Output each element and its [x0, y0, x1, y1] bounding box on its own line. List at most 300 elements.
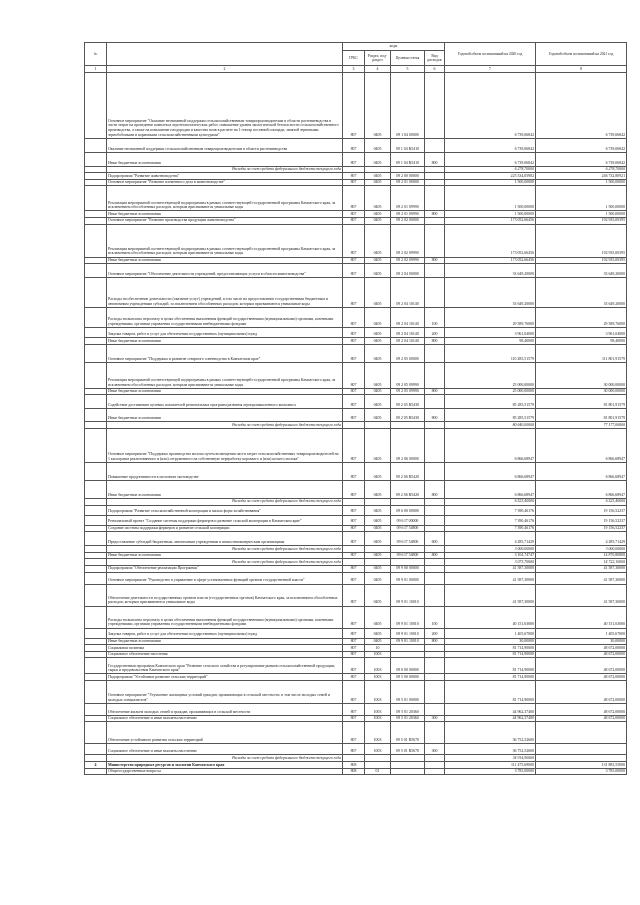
grbs-code: 807: [343, 211, 365, 218]
expense-kind-code: [425, 546, 445, 553]
row-name: Основное мероприятие "Руководство и управление в сфере установленных функций органов государственной власти": [107, 572, 343, 584]
grbs-code: [343, 166, 365, 173]
row-number: [85, 173, 107, 180]
section-code: 0405: [365, 344, 391, 362]
target-article-code: 09 9 00 00000: [391, 565, 425, 572]
row-name: Подпрограмма "Обеспечение реализации Программы": [107, 565, 343, 572]
section-code: 0405: [365, 565, 391, 572]
grbs-code: 807: [343, 480, 365, 498]
federal-budget-note-row: [85, 166, 627, 173]
expense-kind-code: [425, 651, 445, 658]
target-article-code: [391, 166, 425, 173]
budget-row: [85, 768, 627, 775]
grbs-code: 807: [343, 344, 365, 362]
row-name: Социальное обеспечение и иные выплаты населению: [107, 715, 343, 722]
row-number: [85, 138, 107, 152]
amount-2020: 3 785,00000: [445, 768, 536, 775]
budget-row: [85, 606, 627, 628]
amount-2020: 81 714,90000: [445, 651, 536, 658]
section-code: 0405: [365, 572, 391, 584]
grbs-code: 807: [343, 606, 365, 628]
target-article-code: 09 9 01 10010: [391, 638, 425, 645]
amount-2020: 6 866,68947: [445, 428, 536, 462]
target-article-code: [391, 645, 425, 652]
amount-2021: 192 935,00395: [536, 217, 627, 224]
amount-2021: 131 883,55000: [536, 762, 627, 769]
section-code: 0405: [365, 308, 391, 328]
grbs-code: 807: [343, 72, 365, 138]
section-code: 0405: [365, 138, 391, 152]
section-code: 0405: [365, 505, 391, 515]
section-code: 1003: [365, 703, 391, 715]
amount-2020: 111 475,69000: [445, 762, 536, 769]
grbs-code: [343, 559, 365, 566]
amount-2020: 25 000,00000: [445, 388, 536, 395]
row-name: Иные бюджетные ассигнования: [107, 480, 343, 498]
grbs-code: 807: [343, 388, 365, 395]
section-code: 0405: [365, 638, 391, 645]
section-code: 0405: [365, 428, 391, 462]
amount-2021: 6 739,06842: [536, 138, 627, 152]
row-name: Расходы за счет средств федерального бюджета текущего года: [107, 546, 343, 553]
row-name: Иные бюджетные ассигнования: [107, 257, 343, 264]
section-code: 0405: [365, 186, 391, 211]
row-number: [85, 179, 107, 186]
row-number: [85, 744, 107, 755]
expense-kind-code: [425, 680, 445, 703]
target-article-code: [391, 559, 425, 566]
section-code: [365, 166, 391, 173]
target-article-code: 09 2 02 09990: [391, 224, 425, 257]
row-name: Подпрограмма "Развитие животноводства": [107, 173, 343, 180]
amount-2020: 30,00000: [445, 638, 536, 645]
row-number: [85, 362, 107, 388]
target-article-code: 09 2 05 00000: [391, 344, 425, 362]
row-name: Иные бюджетные ассигнования: [107, 638, 343, 645]
row-name: Основное мероприятие "Развитие племенного дела в животноводстве": [107, 179, 343, 186]
budget-row: [85, 328, 627, 338]
header-codes: коды: [343, 43, 445, 51]
target-article-code: 09 2 05 09990: [391, 362, 425, 388]
row-name: Расходы на выплаты персоналу в целях обеспечения выполнения функций государственными (муниципальными) органами, казенными учреждениями, органами управления государственными внебюджетными фондами: [107, 308, 343, 328]
grbs-code: 807: [343, 572, 365, 584]
amount-2020: 36 752,52600: [445, 744, 536, 755]
expense-kind-code: 800: [425, 480, 445, 498]
section-code: 0405: [365, 72, 391, 138]
target-article-code: 09 5 01 R5670: [391, 722, 425, 744]
row-number: [85, 680, 107, 703]
federal-budget-note-row: [85, 546, 627, 553]
section-code: 0405: [365, 152, 391, 166]
target-article-code: 09 6 I7 54800: [391, 525, 425, 532]
expense-kind-code: [425, 515, 445, 525]
row-number: [85, 480, 107, 498]
expense-kind-code: [425, 462, 445, 480]
expense-kind-code: 800: [425, 552, 445, 559]
row-number: [85, 217, 107, 224]
amount-2020: 4 285,71429: [445, 532, 536, 546]
amount-2021: 1 500,00000: [536, 186, 627, 211]
expense-kind-code: [425, 498, 445, 505]
target-article-code: 09 9 01 10010: [391, 606, 425, 628]
grbs-code: 807: [343, 565, 365, 572]
expense-kind-code: [425, 768, 445, 775]
target-article-code: 09 2 02 09990: [391, 257, 425, 264]
row-name: Министерство природных ресурсов и экологии Камчатского края: [107, 762, 343, 769]
row-number: [85, 505, 107, 515]
section-code: 0405: [365, 179, 391, 186]
amount-2021: 1 500,00000: [536, 211, 627, 218]
budget-row: [85, 762, 627, 769]
row-number: [85, 498, 107, 505]
row-number: [85, 395, 107, 409]
amount-2021: 19 156,52237: [536, 515, 627, 525]
section-code: [365, 559, 391, 566]
expense-kind-code: 800: [425, 152, 445, 166]
amount-2020: 1 500,00000: [445, 179, 536, 186]
grbs-code: 807: [343, 152, 365, 166]
header-year-2021: Годовой объем ассигнований на 2021 год: [536, 43, 627, 66]
grbs-code: 807: [343, 715, 365, 722]
budget-row: [85, 584, 627, 606]
amount-2021: 77 177,00000: [536, 422, 627, 429]
row-number: [85, 584, 107, 606]
amount-2021: 6 739,06842: [536, 152, 627, 166]
target-article-code: 09 2 01 00000: [391, 179, 425, 186]
amount-2021: 14 722,10000: [536, 559, 627, 566]
target-article-code: 09 9 01 10010: [391, 584, 425, 606]
row-number: [85, 658, 107, 674]
row-number: [85, 755, 107, 762]
amount-2020: 98,40000: [445, 338, 536, 345]
section-code: 0405: [365, 278, 391, 308]
row-number: [85, 572, 107, 584]
expense-kind-code: 800: [425, 638, 445, 645]
expense-kind-code: [425, 186, 445, 211]
section-code: 0405: [365, 328, 391, 338]
grbs-code: 807: [343, 645, 365, 652]
section-code: 0405: [365, 584, 391, 606]
expense-kind-code: [425, 584, 445, 606]
row-number: [85, 722, 107, 744]
amount-2020: 6 739,06842: [445, 72, 536, 138]
row-number: [85, 645, 107, 652]
amount-2021: 4 285,71429: [536, 532, 627, 546]
amount-2021: 19 156,52237: [536, 525, 627, 532]
amount-2020: 85 285,51579: [445, 409, 536, 422]
row-number: [85, 422, 107, 429]
row-name: Иные бюджетные ассигнования: [107, 211, 343, 218]
grbs-code: 807: [343, 257, 365, 264]
budget-row: [85, 715, 627, 722]
expense-kind-code: [425, 72, 445, 138]
row-number: [85, 525, 107, 532]
amount-2020: 7 390,46176: [445, 515, 536, 525]
budget-row: [85, 645, 627, 652]
amount-2021: [536, 755, 627, 762]
grbs-code: 807: [343, 515, 365, 525]
amount-2020: 40 151,63000: [445, 606, 536, 628]
row-name: Социальное обеспечение населения: [107, 651, 343, 658]
row-name: Расходы за счет средств федерального бюджета текущего года: [107, 166, 343, 173]
section-code: [365, 762, 391, 769]
target-article-code: [391, 755, 425, 762]
row-number: [85, 552, 107, 559]
grbs-code: [343, 498, 365, 505]
row-number: [85, 186, 107, 211]
amount-2021: 30 000,00000: [536, 362, 627, 388]
amount-2020: 41 587,30000: [445, 584, 536, 606]
expense-kind-code: [425, 224, 445, 257]
row-number: [85, 715, 107, 722]
row-name: Расходы за счет средств федерального бюджета текущего года: [107, 422, 343, 429]
amount-2020: 1 500,00000: [445, 186, 536, 211]
expense-kind-code: [425, 166, 445, 173]
amount-2020: 33 649,20000: [445, 264, 536, 278]
budget-row: [85, 186, 627, 211]
section-code: 0405: [365, 480, 391, 498]
expense-kind-code: [425, 722, 445, 744]
section-code: 10: [365, 645, 391, 652]
expense-kind-code: [425, 658, 445, 674]
budget-row: [85, 462, 627, 480]
row-name: Обеспечение устойчивого развития сельских территорий: [107, 722, 343, 744]
row-name: Иные бюджетные ассигнования: [107, 552, 343, 559]
amount-2020: 7 390,46176: [445, 525, 536, 532]
amount-2021: [536, 722, 627, 744]
colnum: 6: [425, 66, 445, 73]
federal-budget-note-row: [85, 422, 627, 429]
grbs-code: [343, 422, 365, 429]
amount-2020: 6 866,68947: [445, 462, 536, 480]
budget-row: [85, 179, 627, 186]
budget-row: [85, 395, 627, 409]
row-name: Основное мероприятие "Поддержка и развитие северного оленеводства в Камчатском крае": [107, 344, 343, 362]
amount-2021: 48 672,00000: [536, 651, 627, 658]
row-number: [85, 515, 107, 525]
section-code: 0405: [365, 217, 391, 224]
budget-row: [85, 138, 627, 152]
row-name: Расходы за счет средств федерального бюджета текущего года: [107, 559, 343, 566]
expense-kind-code: [425, 395, 445, 409]
amount-2021: 48 672,00000: [536, 703, 627, 715]
amount-2021: 41 587,30000: [536, 572, 627, 584]
amount-2021: 81 801,91579: [536, 409, 627, 422]
target-article-code: 09 2 05 R5430: [391, 409, 425, 422]
section-code: 0405: [365, 388, 391, 395]
section-code: 0405: [365, 525, 391, 532]
section-code: 0405: [365, 257, 391, 264]
header-grbs: ГРБС: [343, 51, 365, 66]
amount-2020: 36 752,52600: [445, 722, 536, 744]
budget-row: [85, 658, 627, 674]
amount-2021: 19 156,52237: [536, 505, 627, 515]
row-name: Создание системы поддержки фермеров и развитие сельской кооперации: [107, 525, 343, 532]
row-number: [85, 428, 107, 462]
federal-budget-note-row: [85, 559, 627, 566]
amount-2021: [536, 744, 627, 755]
amount-2021: 48 672,00000: [536, 715, 627, 722]
expense-kind-code: 100: [425, 308, 445, 328]
header-target: Целевая статья: [391, 51, 425, 66]
row-number: [85, 768, 107, 775]
section-code: 0405: [365, 532, 391, 546]
target-article-code: [391, 651, 425, 658]
row-number: [85, 638, 107, 645]
budget-row: [85, 674, 627, 681]
expense-kind-code: 300: [425, 744, 445, 755]
grbs-code: 807: [343, 628, 365, 638]
budget-row: [85, 173, 627, 180]
header-num: №: [85, 43, 107, 66]
amount-2021: 6 739,06842: [536, 72, 627, 138]
expense-kind-code: 300: [425, 715, 445, 722]
colnum: 2: [107, 66, 343, 73]
row-name: Реализация мероприятий соответствующей подпрограммы в рамках соответствующей государственной программы Камчатского края, за исключением обособленных расходов, которым присваиваются уникальные коды: [107, 186, 343, 211]
budget-row: [85, 224, 627, 257]
grbs-code: 807: [343, 224, 365, 257]
amount-2020: 6 739,06842: [445, 138, 536, 152]
grbs-code: 807: [343, 674, 365, 681]
budget-row: [85, 152, 627, 166]
expense-kind-code: 100: [425, 606, 445, 628]
row-number: [85, 565, 107, 572]
amount-2020: 3 104,74747: [445, 552, 536, 559]
expense-kind-code: [425, 173, 445, 180]
amount-2021: 98,40000: [536, 338, 627, 345]
expense-kind-code: [425, 428, 445, 462]
row-name: Основное мероприятие "Улучшение жилищных условий граждан, проживающих в сельской местности, в том числе молодых семей и молодых специалистов": [107, 680, 343, 703]
target-article-code: 09 2 04 10140: [391, 338, 425, 345]
section-code: 0405: [365, 462, 391, 480]
budget-row: [85, 628, 627, 638]
budget-row: [85, 703, 627, 715]
amount-2020: 80 640,00000: [445, 422, 536, 429]
expense-kind-code: [425, 278, 445, 308]
row-name: Основное мероприятие "Обеспечение деятельности учреждений, предоставляющих услуги в области животноводства": [107, 264, 343, 278]
row-name: Оказание несвязанной поддержки сельскохозяйственным товаропроизводителям в области растениеводства: [107, 138, 343, 152]
amount-2021: 6 866,68947: [536, 428, 627, 462]
expense-kind-code: [425, 217, 445, 224]
target-article-code: 09 6 I7 54800: [391, 532, 425, 546]
amount-2020: 81 714,90000: [445, 680, 536, 703]
target-article-code: 09 2 06 R5420: [391, 480, 425, 498]
target-article-code: 09 9 01 10010: [391, 628, 425, 638]
row-name: Подпрограмма "Устойчивое развитие сельских территорий": [107, 674, 343, 681]
grbs-code: 807: [343, 362, 365, 388]
budget-row: [85, 722, 627, 744]
row-name: Повышение продуктивности в молочном скотоводстве: [107, 462, 343, 480]
expense-kind-code: [425, 525, 445, 532]
expense-kind-code: 800: [425, 211, 445, 218]
row-name: Подпрограмма "Развитие сельскохозяйственной кооперации и малых форм хозяйствования": [107, 505, 343, 515]
target-article-code: [391, 498, 425, 505]
amount-2021: 3 000,00000: [536, 546, 627, 553]
expense-kind-code: [425, 344, 445, 362]
amount-2020: 85 285,51579: [445, 395, 536, 409]
row-name: Иные бюджетные ассигнования: [107, 409, 343, 422]
target-article-code: 09 2 05 09990: [391, 388, 425, 395]
amount-2021: 3 961,04000: [536, 328, 627, 338]
row-name: Закупка товаров, работ и услуг для обеспечения государственных (муниципальных) нужд: [107, 628, 343, 638]
budget-row: [85, 532, 627, 546]
section-code: 0405: [365, 409, 391, 422]
budget-row: [85, 217, 627, 224]
amount-2021: 111 801,91579: [536, 344, 627, 362]
colnum: 7: [445, 66, 536, 73]
expense-kind-code: [425, 422, 445, 429]
colnum: 4: [365, 66, 391, 73]
expense-kind-code: [425, 179, 445, 186]
grbs-code: 808: [343, 768, 365, 775]
expense-kind-code: [425, 565, 445, 572]
amount-2020: 44 962,37400: [445, 715, 536, 722]
target-article-code: 09 6 00 00000: [391, 505, 425, 515]
row-name: Реализация мероприятий соответствующей подпрограммы в рамках соответствующей государственной программы Камчатского края, за исключением обособленных расходов, которым присваиваются уникальные коды: [107, 362, 343, 388]
row-number: [85, 166, 107, 173]
section-code: 0405: [365, 628, 391, 638]
section-code: 1003: [365, 715, 391, 722]
expense-kind-code: 800: [425, 257, 445, 264]
budget-row: [85, 572, 627, 584]
amount-2020: 3 000,00000: [445, 546, 536, 553]
row-name: Региональный проект "Создание системы поддержки фермеров и развитие сельской кооперации в Камчатском крае": [107, 515, 343, 525]
amount-2021: 14 870,80808: [536, 552, 627, 559]
target-article-code: 09 6 I7 00000: [391, 515, 425, 525]
budget-row: [85, 505, 627, 515]
header-colnums-row: [85, 66, 627, 73]
colnum: 1: [85, 66, 107, 73]
budget-row: [85, 72, 627, 138]
target-article-code: 09 2 04 10140: [391, 328, 425, 338]
budget-row: [85, 338, 627, 345]
federal-budget-note-row: [85, 498, 627, 505]
amount-2020: 81 714,90000: [445, 658, 536, 674]
row-number: [85, 308, 107, 328]
budget-row: [85, 651, 627, 658]
amount-2020: 33 649,20000: [445, 278, 536, 308]
target-article-code: 09 6 I7 54800: [391, 552, 425, 559]
budget-row: [85, 480, 627, 498]
section-code: 0405: [365, 552, 391, 559]
grbs-code: 807: [343, 264, 365, 278]
budget-row: [85, 680, 627, 703]
expense-kind-code: [425, 505, 445, 515]
expense-kind-code: [425, 559, 445, 566]
row-name: Социальная политика: [107, 645, 343, 652]
amount-2021: 3 785,00000: [536, 768, 627, 775]
grbs-code: 807: [343, 744, 365, 755]
row-number: [85, 72, 107, 138]
row-number: [85, 328, 107, 338]
section-code: 0405: [365, 606, 391, 628]
amount-2021: 6 278,70000: [536, 166, 627, 173]
row-number: [85, 344, 107, 362]
amount-2020: 6 739,06842: [445, 152, 536, 166]
grbs-code: 807: [343, 638, 365, 645]
section-code: 01: [365, 768, 391, 775]
row-number: [85, 211, 107, 218]
amount-2021: 33 649,20000: [536, 278, 627, 308]
target-article-code: 09 2 06 R5420: [391, 462, 425, 480]
grbs-code: 807: [343, 179, 365, 186]
amount-2020: 7 390,46176: [445, 505, 536, 515]
target-article-code: [391, 768, 425, 775]
grbs-code: 807: [343, 428, 365, 462]
grbs-code: 807: [343, 278, 365, 308]
expense-kind-code: 800: [425, 409, 445, 422]
grbs-code: 807: [343, 395, 365, 409]
